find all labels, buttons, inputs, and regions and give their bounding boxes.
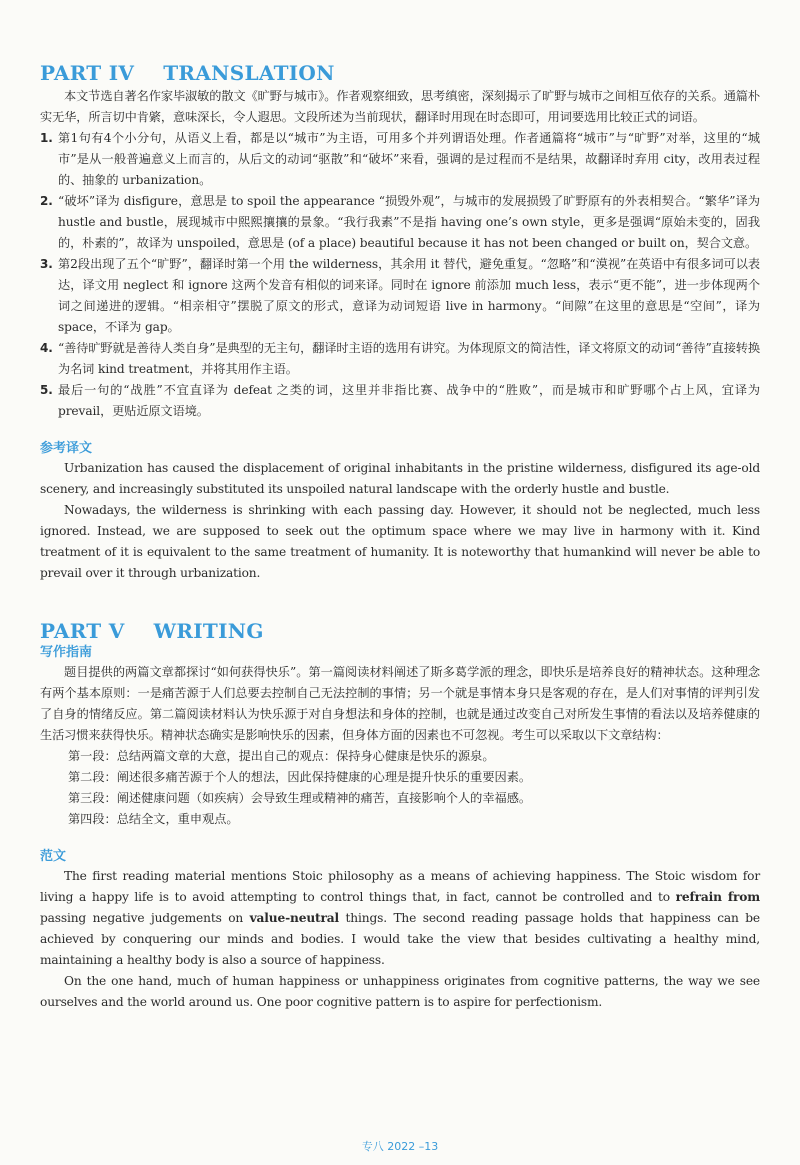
reference-translation-paragraph: Urbanization has caused the displacement of original inhabitants in the pristine wilderness, disfigured its age-old scenery, and increasingly substituted its unspoiled natural landscape with the orderly hustle and bustle. <box>40 461 760 496</box>
key-phrase: refrain from <box>675 890 760 904</box>
page-content <box>40 60 760 1013</box>
list-item: 2. “破坏”译为 disfigure，意思是 to spoil the appearance “损毁外观”，与城市的发展损毁了旷野原有的外表相契合。“繁华”译为 hustle and bustle，展现城市中熙熙攘攘的景象。“我行我素”不是指 having one’s own style，更多是强调“原始未变的，固我的，朴素的”，故译为 unspoiled，意思是 (of a place) beautiful because it has not been changed or built on，契合文意。 <box>40 194 760 250</box>
page-footer: 专八 2022 –13 <box>361 1140 439 1153</box>
model-essay-heading: 范文 <box>40 849 67 864</box>
structure-line: 第四段：总结全文，重申观点。 <box>68 812 239 826</box>
part4-intro: 本文节选自著名作家毕淑敏的散文《旷野与城市》。作者观察细致，思考缜密，深刻揭示了旷野与城市之间相互依存的关系。通篇朴实无华，所言切中肯綮，意味深长，令人遐思。文段所述为当前现状，翻译时用现在时态即可，用词要选用比较正式的词语。 <box>40 89 760 124</box>
translation-notes-list <box>40 128 760 422</box>
reference-translation-paragraph: Nowadays, the wilderness is shrinking with each passing day. However, it should not be neglected, much less ignored. Instead, we are supposed to seek out the optimum space where we may live in harmony with it. Kind treatment of it is equivalent to the same treatment of humanity. It is noteworthy that humankind will never be able to prevail over it through urbanization. <box>40 503 760 580</box>
list-item: 3. 第2段出现了五个“旷野”，翻译时第一个用 the wilderness，其余用 it 替代，避免重复。“忽略”和“漠视”在英语中有很多词可以表达，译文用 neglect 和 ignore 这两个发音有相似的词来译。同时在 ignore 前添加 much less，表示“更不能”，进一步体现两个词之间递进的逻辑。“相亲相守”摆脱了原文的形式，意译为动词短语 live in harmony。“间隙”在这里的意思是“空间”，译为 space，不译为 gap。 <box>40 257 760 334</box>
reference-translation-heading: 参考译文 <box>40 441 93 456</box>
model-essay-paragraph: The first reading material mentions Stoic philosophy as a means of achieving happiness. The Stoic wisdom for living a happy life is to avoid attempting to control things that, in fact, cannot be controlled and to refrain from passing negative judgements on value-neutral things. The second reading passage holds that happiness can be achieved by conquering our minds and bodies. I would take the view that besides cultivating a healthy mind, maintaining a healthy body is also a source of happiness. <box>40 869 760 967</box>
structure-line: 第三段：阐述健康问题（如疾病）会导致生理或精神的痛苦，直接影响个人的幸福感。 <box>68 791 532 805</box>
list-item: 4. “善待旷野就是善待人类自身”是典型的无主句，翻译时主语的选用有讲究。为体现原文的简洁性，译文将原文的动词“善待”直接转换为名词 kind treatment，并将其用作主语。 <box>40 341 760 376</box>
writing-guide-intro: 题目提供的两篇文章都探讨“如何获得快乐”。第一篇阅读材料阐述了斯多葛学派的理念，即快乐是培养良好的精神状态。这种理念有两个基本原则：一是痛苦源于人们总要去控制自己无法控制的事情；另一个就是事情本身只是客观的存在，是人们对事情的评判引发了自身的情绪反应。第二篇阅读材料认为快乐源于对自身想法和身体的控制，也就是通过改变自己对所发生事情的看法以及培养健康的生活习惯来获得快乐。精神状态确实是影响快乐的因素，但身体方面的因素也不可忽视。考生可以采取以下文章结构： <box>40 665 760 742</box>
structure-line: 第二段：阐述很多痛苦源于个人的想法，因此保持健康的心理是提升快乐的重要因素。 <box>68 770 532 784</box>
model-essay-paragraph: On the one hand, much of human happiness or unhappiness originates from cognitive patterns, the way we see ourselves and the world around us. One poor cognitive pattern is to aspire for perfectionism. <box>40 974 760 1009</box>
part5-title: PART V WRITING <box>40 619 264 643</box>
list-item: 5. 最后一句的“战胜”不宜直译为 defeat 之类的词，这里并非指比赛、战争中的“胜败”，而是城市和旷野哪个占上风，宜译为 prevail，更贴近原文语境。 <box>40 383 760 418</box>
part4-title: PART IV TRANSLATION <box>40 61 335 85</box>
list-item: 1. 第1句有4个小分句，从语义上看，都是以“城市”为主语，可用多个并列谓语处理。作者通篇将“城市”与“旷野”对举，这里的“城市”是从一般普遍意义上而言的，从后文的动词“驱散”和“破坏”来看，强调的是过程而不是结果，故翻译时弃用 city，改用表过程的、抽象的 urbanization。 <box>40 131 760 187</box>
key-phrase: value-neutral <box>249 911 340 925</box>
writing-guide-heading: 写作指南 <box>40 645 93 660</box>
structure-line: 第一段：总结两篇文章的大意，提出自己的观点：保持身心健康是快乐的源泉。 <box>68 749 495 763</box>
